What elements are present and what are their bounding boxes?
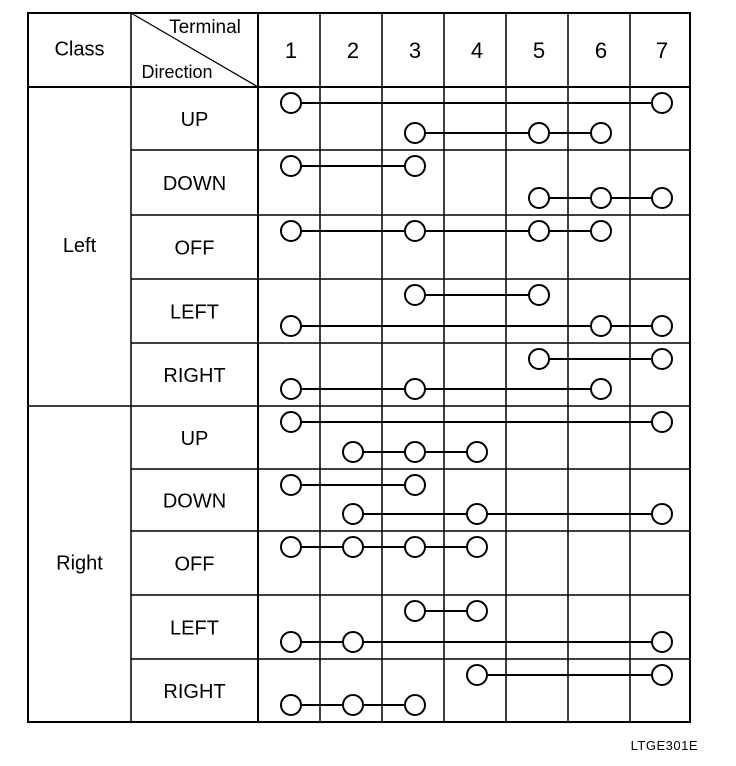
terminal-node-1 [281, 93, 301, 113]
terminal-node-7 [652, 632, 672, 652]
terminal-node-5 [529, 285, 549, 305]
terminal-node-6 [591, 123, 611, 143]
terminal-node-1 [281, 156, 301, 176]
terminal-node-1 [281, 379, 301, 399]
terminal-node-3 [405, 695, 425, 715]
terminal-node-7 [652, 665, 672, 685]
direction-label-left: LEFT [170, 301, 219, 324]
terminal-node-4 [467, 537, 487, 557]
terminal-node-1 [281, 316, 301, 336]
terminal-node-7 [652, 412, 672, 432]
direction-label-down: DOWN [162, 172, 227, 195]
terminal-number-3: 3 [408, 37, 422, 63]
terminal-node-5 [529, 188, 549, 208]
direction-label-up: UP [180, 108, 209, 131]
terminal-node-1 [281, 695, 301, 715]
terminal-node-3 [405, 475, 425, 495]
direction-label-right: RIGHT [163, 680, 226, 703]
direction-label-down: DOWN [162, 490, 227, 513]
terminal-node-1 [281, 221, 301, 241]
terminal-node-7 [652, 93, 672, 113]
terminal-node-3 [405, 601, 425, 621]
terminal-node-6 [591, 188, 611, 208]
terminal-node-2 [343, 632, 363, 652]
terminal-node-2 [343, 537, 363, 557]
terminal-node-2 [343, 695, 363, 715]
terminal-node-4 [467, 601, 487, 621]
class-label-right: Right [56, 552, 103, 575]
terminal-node-4 [467, 665, 487, 685]
terminal-node-1 [281, 632, 301, 652]
terminal-node-5 [529, 349, 549, 369]
direction-label-up: UP [180, 427, 209, 450]
terminal-node-7 [652, 188, 672, 208]
class-header-label: Class [54, 38, 105, 61]
terminal-node-6 [591, 316, 611, 336]
terminal-number-7: 7 [655, 37, 669, 63]
terminal-header-label: Terminal [169, 17, 241, 39]
terminal-node-3 [405, 442, 425, 462]
terminal-number-6: 6 [594, 37, 608, 63]
terminal-node-3 [405, 221, 425, 241]
terminal-node-3 [405, 123, 425, 143]
terminal-node-7 [652, 504, 672, 524]
terminal-node-5 [529, 221, 549, 241]
terminal-node-7 [652, 316, 672, 336]
terminal-node-6 [591, 221, 611, 241]
class-label-left: Left [62, 234, 97, 257]
figure-code: LTGE301E [630, 738, 698, 753]
terminal-node-4 [467, 504, 487, 524]
terminal-node-7 [652, 349, 672, 369]
direction-header-label: Direction [141, 61, 213, 82]
terminal-node-5 [529, 123, 549, 143]
terminal-number-5: 5 [532, 37, 546, 63]
terminal-number-1: 1 [284, 37, 298, 63]
terminal-number-2: 2 [346, 37, 360, 63]
terminal-node-3 [405, 379, 425, 399]
direction-label-left: LEFT [170, 617, 219, 640]
connection-marks [281, 93, 672, 715]
table-border [28, 13, 690, 722]
terminal-number-4: 4 [470, 37, 484, 63]
direction-label-off: OFF [174, 237, 215, 260]
table-grid [28, 13, 690, 722]
terminal-node-2 [343, 442, 363, 462]
direction-label-off: OFF [174, 553, 215, 576]
terminal-node-2 [343, 504, 363, 524]
terminal-node-4 [467, 442, 487, 462]
terminal-node-6 [591, 379, 611, 399]
terminal-node-1 [281, 412, 301, 432]
terminal-node-1 [281, 475, 301, 495]
terminal-node-3 [405, 537, 425, 557]
terminal-node-1 [281, 537, 301, 557]
terminal-node-3 [405, 156, 425, 176]
direction-label-right: RIGHT [163, 364, 226, 387]
terminal-node-3 [405, 285, 425, 305]
